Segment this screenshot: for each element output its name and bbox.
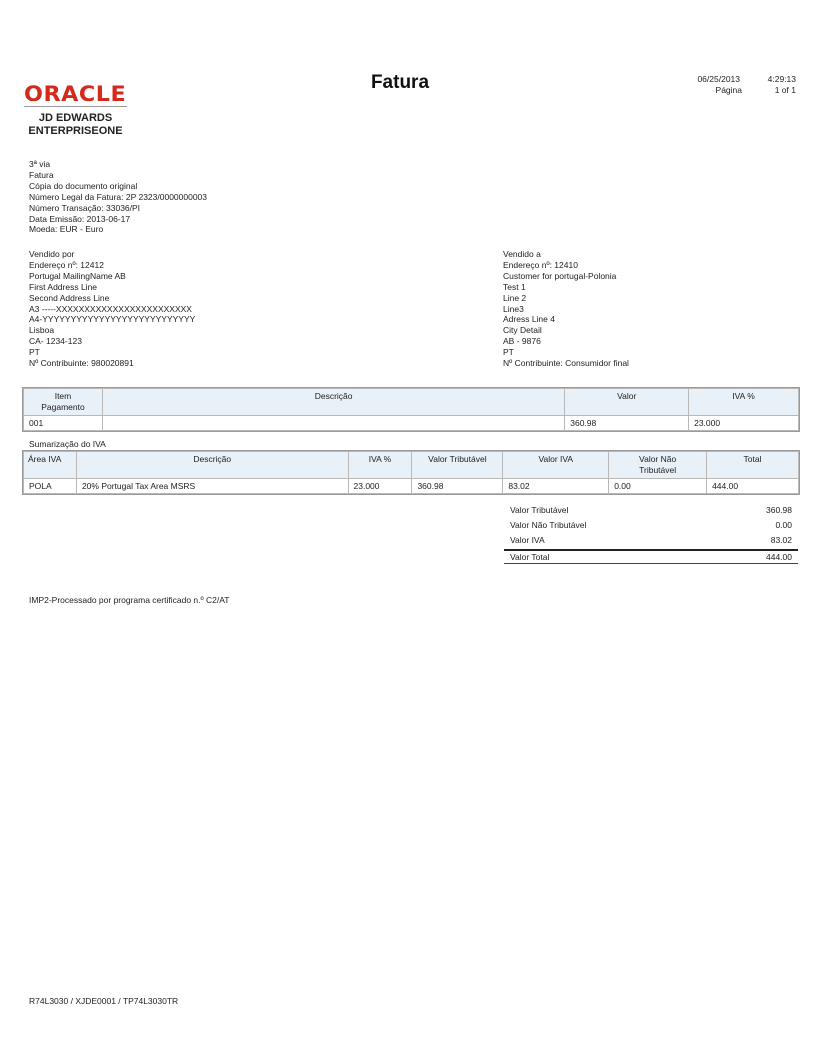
items-table <box>23 388 799 431</box>
vat-value: 83.02 <box>770 535 792 545</box>
seller-line: A3 -----XXXXXXXXXXXXXXXXXXXXXXXX <box>29 303 192 314</box>
buyer-line: Vendido a <box>503 249 541 259</box>
buyer-line: City Detail <box>503 325 542 336</box>
col-header-vat-pct: IVA % <box>689 389 799 416</box>
cell-value: 360.98 <box>565 416 689 431</box>
report-footer: R74L3030 / XJDE0001 / TP74L3030TR <box>29 996 179 1006</box>
certification-note: IMP2-Processado por programa certificado n.º C2/AT <box>29 595 230 605</box>
doc-line: Fatura <box>29 169 54 180</box>
doc-line: Data Emissão: 2013-06-17 <box>29 213 131 224</box>
col-header-nontaxable: Valor Não Tributável <box>609 452 707 479</box>
taxable-value: 360.98 <box>766 505 792 515</box>
table-header-row <box>24 452 799 479</box>
page-title: Fatura <box>370 72 430 93</box>
grand-total-label: Valor Total <box>510 552 550 562</box>
doc-line: Moeda: EUR - Euro <box>29 224 104 235</box>
cell-vat-pct: 23.000 <box>689 416 799 431</box>
col-header-item: Item Pagamento <box>24 389 103 416</box>
buyer-line: Line 2 <box>503 292 527 303</box>
buyer-line: Adress Line 4 <box>503 314 555 325</box>
nontaxable-label: Valor Não Tributável <box>510 520 587 530</box>
seller-line: Nº Contribuinte: 980020891 <box>29 358 134 369</box>
doc-line: Número Transação: 33036/PI <box>29 202 141 213</box>
buyer-line: Customer for portugal-Polonia <box>503 270 617 281</box>
cell-item: 001 <box>24 416 103 431</box>
logo-line2: ENTERPRISEONE <box>28 125 123 137</box>
doc-line: 3ª via <box>29 159 51 169</box>
cell-description: 20% Portugal Tax Area MSRS <box>76 479 348 494</box>
doc-line: Cópia do documento original <box>29 180 138 191</box>
buyer-line: AB - 9876 <box>503 336 541 347</box>
vat-label: Valor IVA <box>510 535 545 545</box>
col-header-description: Descrição <box>102 389 564 416</box>
oracle-logo: ORACLE <box>24 82 127 106</box>
page-number: 1 of 1 <box>774 85 796 95</box>
seller-line: Portugal MailingName AB <box>29 270 126 281</box>
col-header-description: Descrição <box>76 452 348 479</box>
logo-line1: JD EDWARDS <box>38 112 113 124</box>
seller-line: PT <box>29 347 40 358</box>
col-header-vat-pct: IVA % <box>348 452 412 479</box>
buyer-line: Line3 <box>503 303 524 314</box>
cell-description <box>102 416 564 431</box>
taxable-label: Valor Tributável <box>510 505 569 515</box>
table-row <box>24 416 799 431</box>
cell-taxable: 360.98 <box>412 479 503 494</box>
seller-line: Vendido por <box>29 249 75 259</box>
table-header-row <box>24 389 799 416</box>
total-row-grand <box>504 551 798 564</box>
seller-address <box>29 249 195 369</box>
col-header-value: Valor <box>565 389 689 416</box>
total-row-taxable <box>504 503 798 518</box>
buyer-line: Endereço nº: 12410 <box>503 259 578 270</box>
report-time: 4:29:13 <box>767 74 796 84</box>
vat-summary-table <box>23 451 799 494</box>
page-label: Página <box>715 85 742 95</box>
doc-line: Número Legal da Fatura: 2P 2323/0000000003 <box>29 191 208 202</box>
document-info <box>29 159 207 235</box>
report-date: 06/25/2013 <box>697 74 740 84</box>
totals-block <box>504 503 798 564</box>
col-header-vat-value: Valor IVA <box>503 452 609 479</box>
buyer-address <box>503 249 629 369</box>
cell-vat-value: 83.02 <box>503 479 609 494</box>
logo-divider <box>24 106 127 107</box>
cell-vat-area: POLA <box>24 479 77 494</box>
buyer-line: Test 1 <box>503 281 526 292</box>
vat-summary-label: Sumarização do IVA <box>29 439 106 449</box>
seller-line: CA- 1234-123 <box>29 336 82 347</box>
col-header-vat-area: Área IVA <box>24 452 77 479</box>
cell-total: 444.00 <box>707 479 799 494</box>
seller-line: Endereço nº: 12412 <box>29 259 104 270</box>
total-row-nontaxable <box>504 518 798 533</box>
seller-line: Second Address Line <box>29 292 110 303</box>
jde-logo-text <box>24 112 127 138</box>
nontaxable-value: 0.00 <box>775 520 792 530</box>
seller-line: Lisboa <box>29 325 55 336</box>
buyer-line: PT <box>503 347 514 358</box>
col-header-total: Total <box>707 452 799 479</box>
col-header-taxable: Valor Tributável <box>412 452 503 479</box>
total-row-vat <box>504 533 798 548</box>
seller-line: First Address Line <box>29 281 98 292</box>
table-row <box>24 479 799 494</box>
seller-line: A4-YYYYYYYYYYYYYYYYYYYYYYYYYYY <box>29 314 196 325</box>
buyer-line: Nº Contribuinte: Consumidor final <box>503 358 629 369</box>
cell-vat-pct: 23.000 <box>348 479 412 494</box>
grand-total-value: 444.00 <box>766 552 792 562</box>
cell-nontaxable: 0.00 <box>609 479 707 494</box>
